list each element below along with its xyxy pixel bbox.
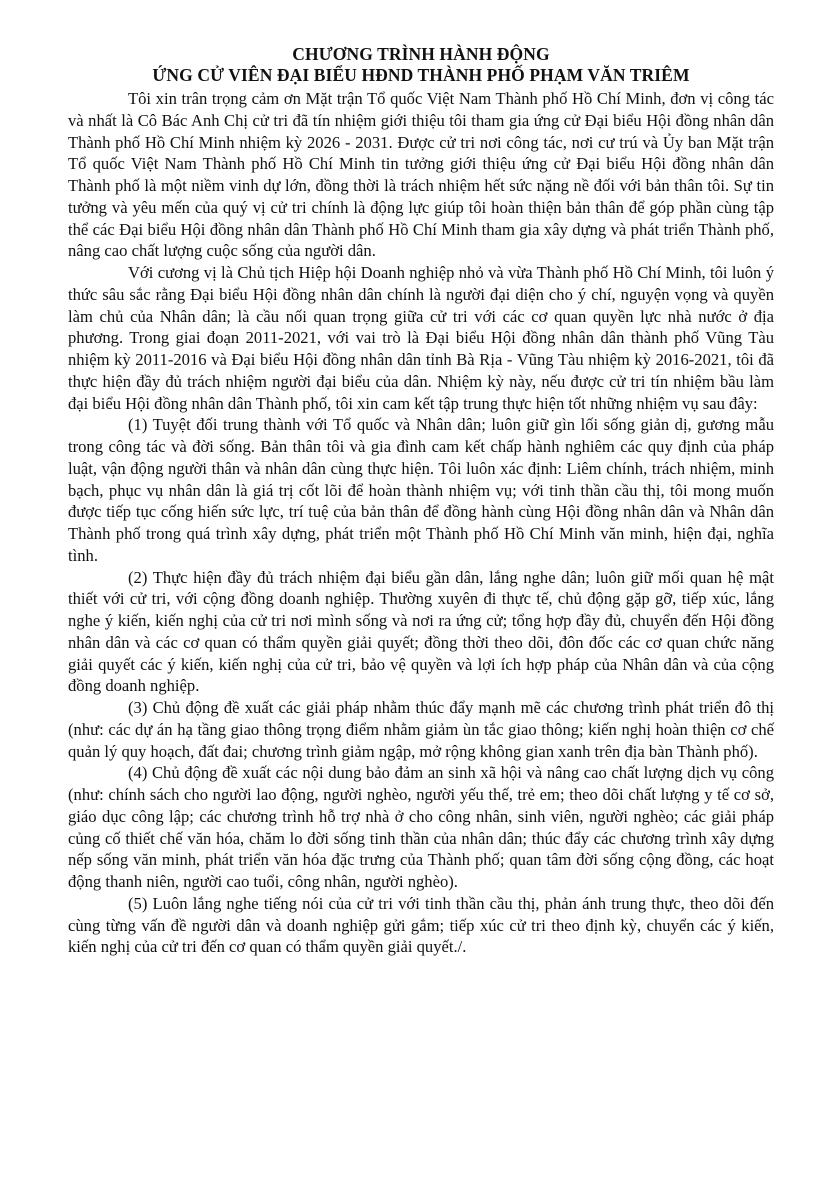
paragraph-introduction: Tôi xin trân trọng cảm ơn Mặt trận Tổ quốc Việt Nam Thành phố Hồ Chí Minh, đơn vị công tác và nhất là Cô Bác Anh Chị cử tri đã tín nhiệm giới thiệu tôi tham gia ứng cử Đại biểu Hội đồng nhân dân Thành phố Hồ Chí Minh nhiệm kỳ 2026 - 2031. Được cử tri nơi công tác, nơi cư trú và Ủy ban Mặt trận Tổ quốc Việt Nam Thành phố Hồ Chí Minh tin tưởng giới thiệu ứng cử Đại biểu Hội đồng nhân dân Thành phố là một niềm vinh dự lớn, đồng thời là trách nhiệm hết sức nặng nề đối với bản thân tôi. Sự tin tưởng và yêu mến của quý vị cử tri chính là động lực giúp tôi hoàn thiện bản thân để góp phần cùng tập thể các Đại biểu Hội đồng nhân dân Thành phố Hồ Chí Minh tham gia xây dựng và phát triển Thành phố, nâng cao chất lượng cuộc sống của người dân. [68,89,774,261]
paragraph-role-statement: Với cương vị là Chủ tịch Hiệp hội Doanh nghiệp nhỏ và vừa Thành phố Hồ Chí Minh, tôi luôn ý thức sâu sắc rằng Đại biểu Hội đồng nhân dân chính là người đại diện cho ý chí, nguyện vọng và quyền làm chủ của Nhân dân; là cầu nối quan trọng giữa cử tri với các cơ quan quyền lực nhà nước ở địa phương. Trong giai đoạn 2011-2021, với vai trò là Đại biểu Hội đồng nhân dân thành phố Vũng Tàu nhiệm kỳ 2011-2016 và Đại biểu Hội đồng nhân dân tỉnh Bà Rịa - Vũng Tàu nhiệm kỳ 2016-2021, tôi đã thực hiện đầy đủ trách nhiệm người đại biểu của dân. Nhiệm kỳ này, nếu được cử tri tín nhiệm bầu làm đại biểu Hội đồng nhân dân Thành phố, tôi xin cam kết tập trung thực hiện tốt những nhiệm vụ sau đây: [68,263,774,413]
document-body [68,88,774,958]
paragraph-commitment-2: (2) Thực hiện đầy đủ trách nhiệm đại biểu gần dân, lắng nghe dân; luôn giữ mối quan hệ mật thiết với cử tri, với cộng đồng doanh nghiệp. Thường xuyên đi thực tế, chủ động gặp gỡ, tiếp xúc, lắng nghe ý kiến, kiến nghị của cử tri nơi mình sống và nơi ra ứng cử; tổng hợp đầy đủ, chuyển đến Hội đồng nhân dân và các cơ quan có thẩm quyền giải quyết; đồng thời theo dõi, đôn đốc các cơ quan chức năng giải quyết các ý kiến, kiến nghị của cử tri, bảo vệ quyền và lợi ích hợp pháp của Nhân dân và của cộng đồng doanh nghiệp. [68,567,774,696]
paragraph-commitment-5: (5) Luôn lắng nghe tiếng nói của cử tri với tinh thần cầu thị, phản ánh trung thực, theo dõi đến cùng từng vấn đề người dân và doanh nghiệp gửi gắm; tiếp xúc cử tri theo định kỳ, chuyển các ý kiến, kiến nghị của cử tri đến cơ quan có thẩm quyền giải quyết./. [68,893,774,957]
paragraph-commitment-4: (4) Chủ động đề xuất các nội dung bảo đảm an sinh xã hội và nâng cao chất lượng dịch vụ công (như: chính sách cho người lao động, người nghèo, người yếu thế, trẻ em; theo dõi chất lượng y tế cơ sở, giáo dục công lập; các chương trình hỗ trợ nhà ở cho công nhân, sinh viên, người nghèo; các giải pháp củng cố thiết chế văn hóa, chăm lo đời sống tinh thần của nhân dân; thúc đẩy các chương trình xây dựng nếp sống văn minh, phát triển văn hóa đặc trưng của Thành phố; quan tâm đời sống cộng đồng, các hoạt động thanh niên, người cao tuổi, công nhân, người nghèo). [68,763,774,891]
paragraph-commitment-3: (3) Chủ động đề xuất các giải pháp nhằm thúc đẩy mạnh mẽ các chương trình phát triển đô thị (như: các dự án hạ tầng giao thông trọng điểm nhằm giảm ùn tắc giao thông; kiến nghị hoàn thiện cơ chế quản lý quy hoạch, đất đai; chương trình giảm ngập, mở rộng không gian xanh trên địa bàn Thành phố). [68,698,774,761]
paragraph-commitment-1: (1) Tuyệt đối trung thành với Tổ quốc và Nhân dân; luôn giữ gìn lối sống giản dị, gương mẫu trong công tác và đời sống. Bản thân tôi và gia đình cam kết chấp hành nghiêm các quy định của pháp luật, vận động người thân và nhân dân cùng thực hiện. Tôi luôn xác định: Liêm chính, trách nhiệm, minh bạch, phục vụ nhân dân là giá trị cốt lõi để hoàn thành nhiệm vụ; với tinh thần cầu thị, tôi mong muốn được tiếp tục cống hiến sức lực, trí tuệ của bản thân để đồng hành cùng Hội đồng nhân dân và Nhân dân Thành phố trong quá trình xây dựng, phát triển một Thành phố Hồ Chí Minh văn minh, hiện đại, nghĩa tình. [68,415,774,565]
document-title-line-2: ỨNG CỬ VIÊN ĐẠI BIỂU HĐND THÀNH PHỐ PHẠM VĂN TRIÊM [152,65,690,85]
document-title-line-1: CHƯƠNG TRÌNH HÀNH ĐỘNG [292,44,550,64]
